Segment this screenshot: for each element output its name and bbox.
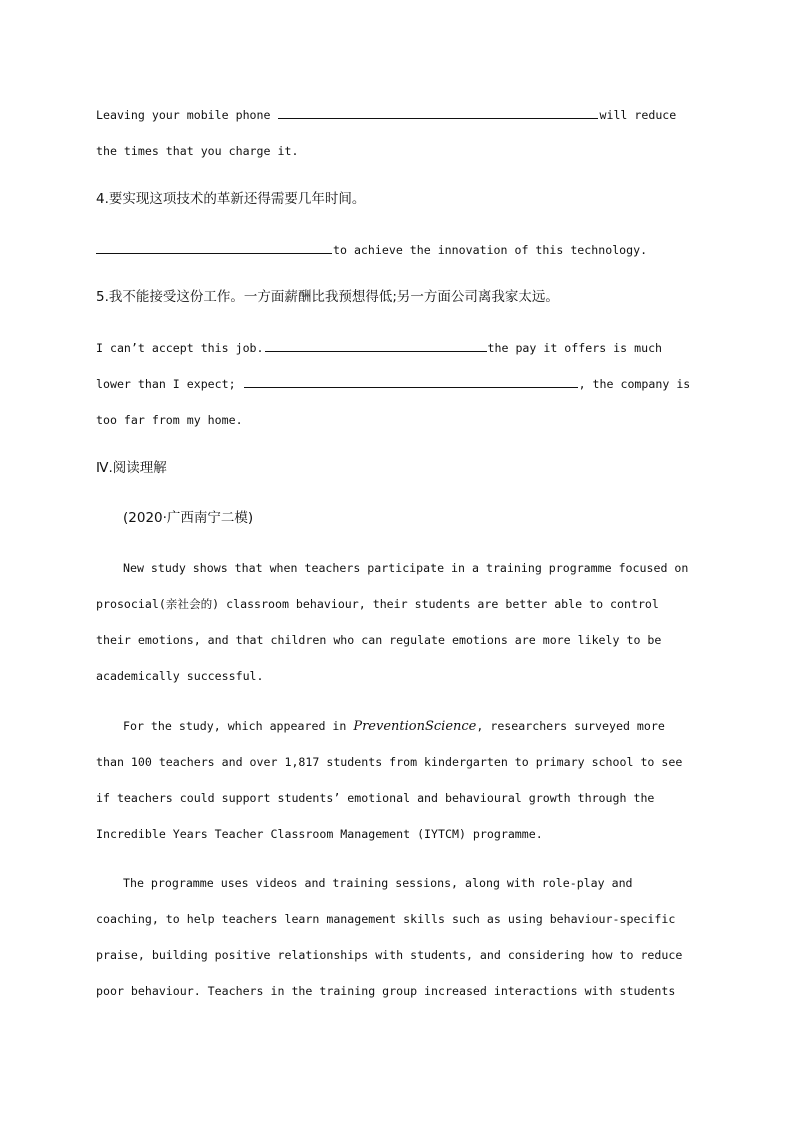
passage-text: For the study, which appeared in — [123, 719, 354, 733]
passage-p1-line: New study shows that when teachers participate in a training programme focused on — [123, 561, 689, 575]
journal-name: PreventionScience — [353, 719, 477, 734]
passage-p1-line: prosocial(亲社会的) classroom behaviour, their students are better able to control — [96, 597, 659, 611]
passage-p3-line: praise, building positive relationships with students, and considering how to reduce — [96, 948, 683, 962]
q5-line-1 — [96, 340, 698, 356]
passage-p1-line: their emotions, and that children who can regulate emotions are more likely to be — [96, 633, 662, 647]
q5-prompt: 5.我不能接受这份工作。一方面薪酬比我预想得低;另一方面公司离我家太远。 — [96, 289, 559, 305]
section-heading: Ⅳ.阅读理解 — [96, 460, 167, 476]
passage-p3-line: coaching, to help teachers learn management skills such as using behaviour-specific — [96, 912, 676, 926]
passage-text: , researchers surveyed more — [476, 719, 665, 733]
q5-text-before-blank: lower than I expect; — [96, 377, 243, 391]
answer-blank[interactable] — [278, 107, 598, 119]
q3-text-after-blank: will reduce — [599, 108, 677, 122]
passage-p2-line: if teachers could support students’ emotional and behavioural growth through the — [96, 791, 655, 805]
passage-p1-line: academically successful. — [96, 669, 264, 683]
q5-text-before-blank: I can’t accept this job. — [96, 341, 264, 355]
q3-text-before-blank: Leaving your mobile phone — [96, 108, 278, 122]
answer-blank[interactable] — [265, 340, 487, 352]
passage-p2-line — [96, 718, 698, 735]
q4-line — [96, 242, 698, 258]
q5-line-3: too far from my home. — [96, 413, 243, 427]
passage-source: (2020·广西南宁二模) — [123, 510, 254, 526]
passage-p3-line: poor behaviour. Teachers in the training group increased interactions with students — [96, 984, 676, 998]
passage-p2-line: than 100 teachers and over 1,817 students from kindergarten to primary school to see — [96, 755, 683, 769]
q4-text-after-blank: to achieve the innovation of this technology. — [333, 243, 648, 257]
answer-blank[interactable] — [244, 376, 578, 388]
q3-line-2: the times that you charge it. — [96, 144, 299, 158]
passage-p3-line: The programme uses videos and training sessions, along with role-play and — [123, 876, 633, 890]
q4-prompt: 4.要实现这项技术的革新还得需要几年时间。 — [96, 191, 366, 207]
passage-p2-line: Incredible Years Teacher Classroom Management (IYTCM) programme. — [96, 827, 543, 841]
q5-text-after-blank: , the company is — [578, 377, 691, 391]
answer-blank[interactable] — [96, 242, 332, 254]
q5-line-2 — [96, 376, 698, 392]
q5-text-after-blank: the pay it offers is much — [487, 341, 663, 355]
q3-line-1 — [96, 107, 698, 123]
